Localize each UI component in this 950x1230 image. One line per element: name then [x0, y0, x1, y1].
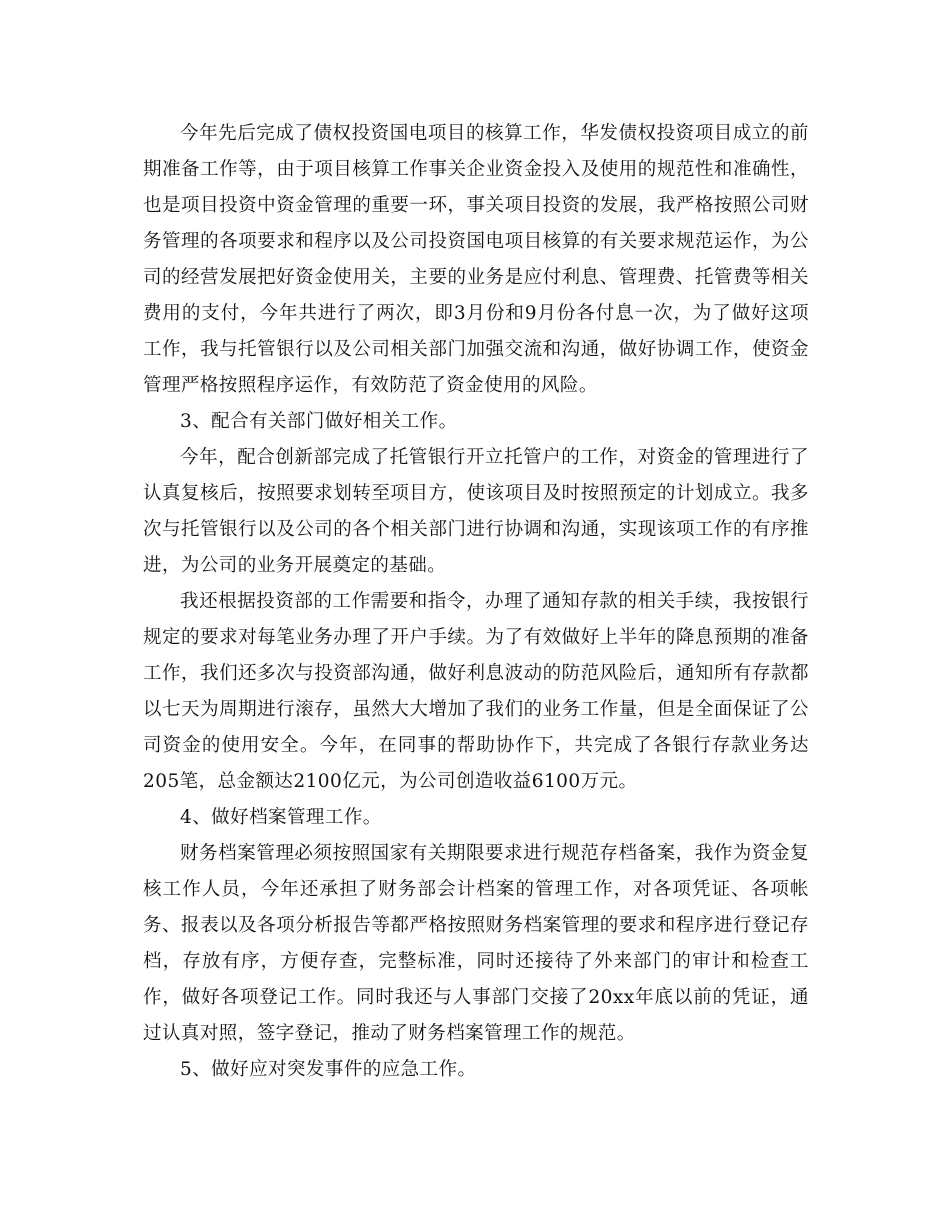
document-body: [143, 116, 809, 1088]
heading-archive-management: 4、做好档案管理工作。: [180, 807, 382, 828]
heading-emergency-response: 5、做好应对突发事件的应急工作。: [180, 1059, 477, 1080]
paragraph-archive-management: 财务档案管理必须按照国家有关期限要求进行规范存档备案，我作为资金复核工作人员，今年还承担了财务部会计档案的管理工作，对各项凭证、各项帐务、报表以及各项分析报告等都严格按照财务档案管理的要求和程序进行登记存档，存放有序，方便存查，完整标准，同时还接待了外来部门的审计和检查工作，做好各项登记工作。同时我还与人事部门交接了20xx年底以前的凭证，通过认真对照，签字登记，推动了财务档案管理工作的规范。: [143, 843, 809, 1044]
paragraph-notice-deposits: 我还根据投资部的工作需要和指令，办理了通知存款的相关手续，我按银行规定的要求对每笔业务办理了开户手续。为了有效做好上半年的降息预期的准备工作，我们还多次与投资部沟通，做好利息波动的防范风险后，通知所有存款都以七天为周期进行滚存，虽然大大增加了我们的业务工作量，但是全面保证了公司资金的使用安全。今年，在同事的帮助协作下，共完成了各银行存款业务达205笔，总金额达2100亿元，为公司创造收益6100万元。: [143, 591, 809, 792]
heading-cooperate-departments: 3、配合有关部门做好相关工作。: [180, 411, 458, 432]
paragraph-custodian-account: 今年，配合创新部完成了托管银行开立托管户的工作，对资金的管理进行了认真复核后，按照要求划转至项目方，使该项目及时按照预定的计划成立。我多次与托管银行以及公司的各个相关部门进行协调和沟通，实现该项工作的有序推进，为公司的业务开展奠定的基础。: [143, 447, 809, 576]
paragraph-project-accounting: 今年先后完成了债权投资国电项目的核算工作，华发债权投资项目成立的前期准备工作等，由于项目核算工作事关企业资金投入及使用的规范性和准确性，也是项目投资中资金管理的重要一环，事关项目投资的发展，我严格按照公司财务管理的各项要求和程序以及公司投资国电项目核算的有关要求规范运作，为公司的经营发展把好资金使用关，主要的业务是应付利息、管理费、托管费等相关费用的支付，今年共进行了两次，即3月份和9月份各付息一次，为了做好这项工作，我与托管银行以及公司相关部门加强交流和沟通，做好协调工作，使资金管理严格按照程序运作，有效防范了资金使用的风险。: [143, 123, 809, 396]
